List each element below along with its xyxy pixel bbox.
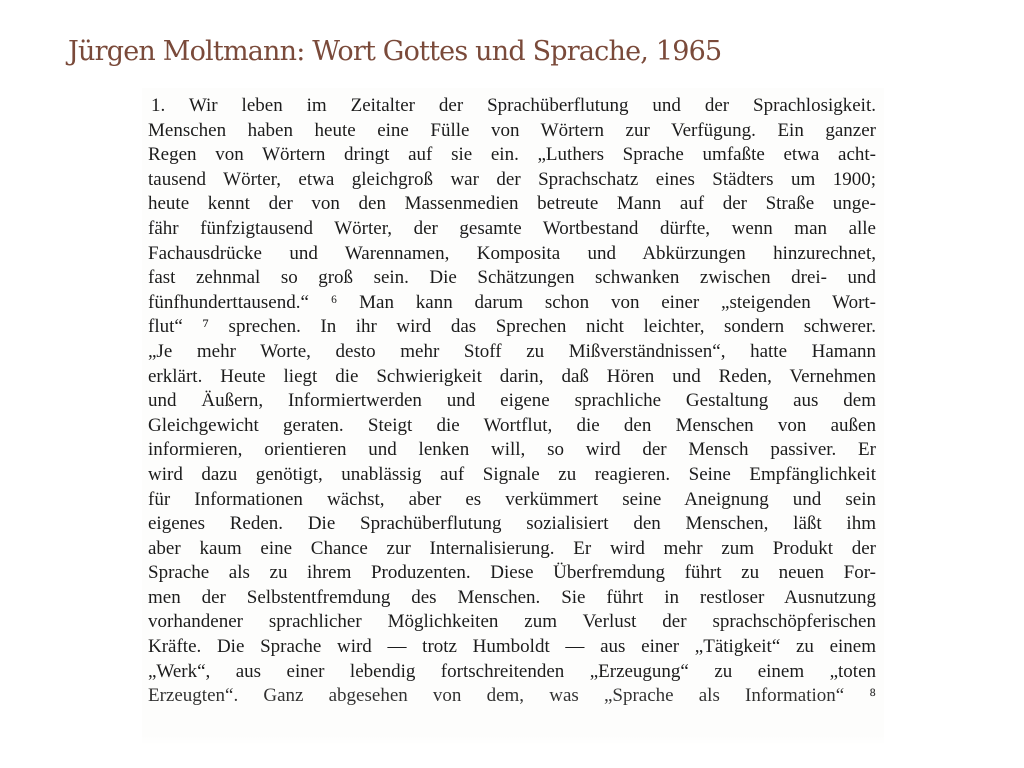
text-line: für Informationen wächst, aber es verkümmert seine Aneignung und sein <box>148 488 876 510</box>
text-line: flut“ ⁷ sprechen. In ihr wird das Sprechen nicht leichter, sondern schwerer. <box>148 316 876 338</box>
text-line: erklärt. Heute liegt die Schwierigkeit darin, daß Hören und Reden, Vernehmen <box>148 365 876 387</box>
text-line: tausend Wörter, etwa gleichgroß war der Sprachschatz eines Städters um 1900; <box>148 168 876 190</box>
text-line: aber kaum eine Chance zur Internalisierung. Er wird mehr zum Produkt der <box>148 537 876 559</box>
text-line: fast zehnmal so groß sein. Die Schätzungen schwanken zwischen drei- und <box>148 267 876 289</box>
text-line: informieren, orientieren und lenken will, so wird der Mensch passiver. Er <box>148 439 876 461</box>
text-line: 1. Wir leben im Zeitalter der Sprachüberflutung und der Sprachlosigkeit. <box>151 95 876 116</box>
text-line: Menschen haben heute eine Fülle von Wörtern zur Verfügung. Ein ganzer <box>148 119 876 141</box>
text-line: men der Selbstentfremdung des Menschen. Sie führt in restloser Ausnutzung <box>148 586 876 608</box>
scanned-text-page <box>142 88 884 745</box>
text-line: Gleichgewicht geraten. Steigt die Wortflut, die den Menschen von außen <box>148 414 876 436</box>
text-line: „Je mehr Worte, desto mehr Stoff zu Mißverständnissen“, hatte Hamann <box>148 340 876 362</box>
text-line: Erzeugten“. Ganz abgesehen von dem, was „Sprache als Information“ ⁸ <box>148 685 876 707</box>
text-line: Regen von Wörtern dringt auf sie ein. „Luthers Sprache umfaßte etwa acht- <box>148 144 876 166</box>
text-line: eigenes Reden. Die Sprachüberflutung sozialisiert den Menschen, läßt ihm <box>148 513 876 535</box>
text-line: Kräfte. Die Sprache wird — trotz Humboldt — aus einer „Tätigkeit“ zu einem <box>148 636 876 658</box>
text-line: und Äußern, Informiertwerden und eigene sprachliche Gestaltung aus dem <box>148 390 876 412</box>
text-line: wird dazu genötigt, unablässig auf Signale zu reagieren. Seine Empfänglichkeit <box>148 463 876 485</box>
text-line: vorhandener sprachlicher Möglichkeiten zum Verlust der sprachschöpferischen <box>148 611 876 633</box>
text-line: fähr fünfzigtausend Wörter, der gesamte Wortbestand dürfte, wenn man alle <box>148 217 876 239</box>
text-line: „Werk“, aus einer lebendig fortschreitenden „Erzeugung“ zu einem „toten <box>148 660 876 682</box>
text-line: Sprache als zu ihrem Produzenten. Diese Überfremdung führt zu neuen For- <box>148 562 876 584</box>
scan-bottom-edge <box>142 735 884 745</box>
paragraph <box>148 94 876 709</box>
text-line: heute kennt der von den Massenmedien betreute Mann auf der Straße unge- <box>148 193 876 215</box>
text-line: fünfhunderttausend.“ ⁶ Man kann darum schon von einer „steigenden Wort- <box>148 291 876 313</box>
slide-title: Jürgen Moltmann: Wort Gottes und Sprache, 1965 <box>68 36 722 67</box>
text-line: Fachausdrücke und Warennamen, Komposita und Abkürzungen hinzurechnet, <box>148 242 876 264</box>
